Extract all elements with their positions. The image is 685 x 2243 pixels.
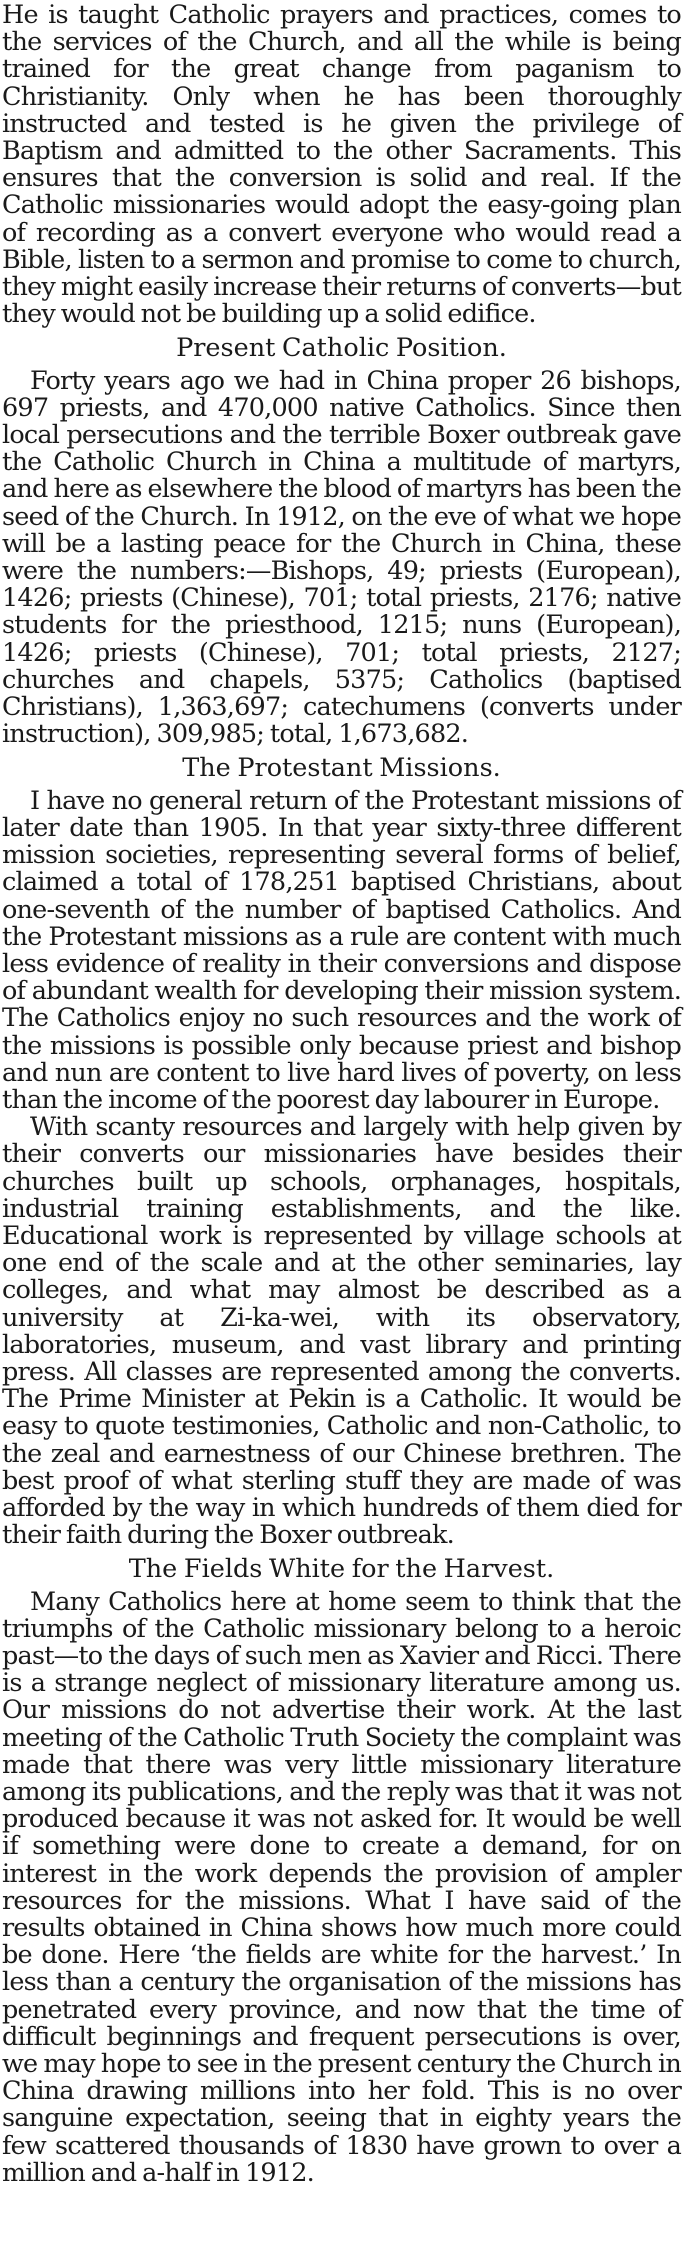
section-heading-protestant-missions: The Protestant Missions. xyxy=(182,753,501,784)
protestant-missions-paragraph-2: With scanty resources and largely with help given by their converts our missionaries have besides their churches built up schools, orphanages, hospitals, industrial training establishments, and the like. Educational work is represented by village schools at one end of the scale and at the other seminaries, lay colleges, and what may almost be described as a university at Zi-ka-wei, with its observatory, laboratories, museum, and vast library and printing press. All classes are represented among the converts. The Prime Minister at Pekin is a Catholic. It would be easy to quote testimonies, Catholic and non-Catholic, to the zeal and earnestness of our Chinese brethren. The best proof of what sterling stuff they are made of was afforded by the way in which hundreds of them died for their faith during the Boxer outbreak. xyxy=(2,1112,681,1551)
catholic-position-paragraph: Forty years ago we had in China proper 26 bishops, 697 priests, and 470,000 native Catholics. Since then local persecutions and the terrible Boxer outbreak gave the Catholic Church in China a multitude of martyrs, and here as elsewhere the blood of martyrs has been the seed of the Church. In 1912, on the eve of what we hope will be a lasting peace for the Church in China, these were the numbers:—Bishops, 49; priests (European), 1426; priests (Chinese), 701; total priests, 2176; native students for the priesthood, 1215; nuns (European), 1426; priests (Chinese), 701; total priests, 2127; churches and chapels, 5375; Catholics (baptised Christians), 1,363,697; catechumens (converts under instruction), 309,985; total, 1,673,682. xyxy=(2,365,681,750)
section-heading-catholic-position: Present Catholic Position. xyxy=(176,333,507,364)
protestant-missions-paragraph-1: I have no general return of the Protestant missions of later date than 1905. In that year sixty-three different mission societies, representing several forms of belief, claimed a total of 178,251 baptised Christians, about one-seventh of the number of baptised Catholics. And the Protestant missions as a rule are content with much less evidence of reality in their conversions and dispose of abundant wealth for developing their mission system. The Catholics enjoy no such resources and the work of the missions is possible only because priest and bishop and nun are content to live hard lives of poverty, on less than the income of the poorest day labourer in Europe. xyxy=(2,785,681,1115)
opening-paragraph: He is taught Catholic prayers and practices, comes to the services of the Church, and all the while is being trained for the great change from paganism to Christianity. Only when he has been thoroughly instructed and tested is he given the privilege of Baptism and admitted to the other Sacraments. This ensures that the conversion is solid and real. If the Catholic missionaries would adopt the easy-going plan of recording as a convert everyone who would read a Bible, listen to a sermon and promise to come to church, they might easily increase their returns of converts—but they would not be building up a solid edifice. xyxy=(2,0,681,330)
section-heading-fields-white: The Fields White for the Harvest. xyxy=(128,1554,555,1585)
fields-white-paragraph: Many Catholics here at home seem to think that the triumphs of the Catholic missionary belong to a heroic past—to the days of such men as Xavier and Ricci. There is a strange neglect of missionary literature among us. Our missions do not advertise their work. At the last meeting of the Catholic Truth Society the complaint was made that there was very little missionary literature among its publications, and the reply was that it was not produced because it was not asked for. It would be well if something were done to create a demand, for on interest in the work depends the provision of ampler resources for the missions. What I have said of the results obtained in China shows how much more could be done. Here ‘the fields are white for the harvest.’ In less than a century the organisation of the missions has penetrated every province, and now that the time of difficult beginnings and frequent persecutions is over, we may hope to see in the present century the Church in China drawing millions into her fold. This is no over sanguine expectation, seeing that in eighty years the few scattered thousands of 1830 have grown to over a million and a-half in 1912. xyxy=(2,1586,681,2188)
